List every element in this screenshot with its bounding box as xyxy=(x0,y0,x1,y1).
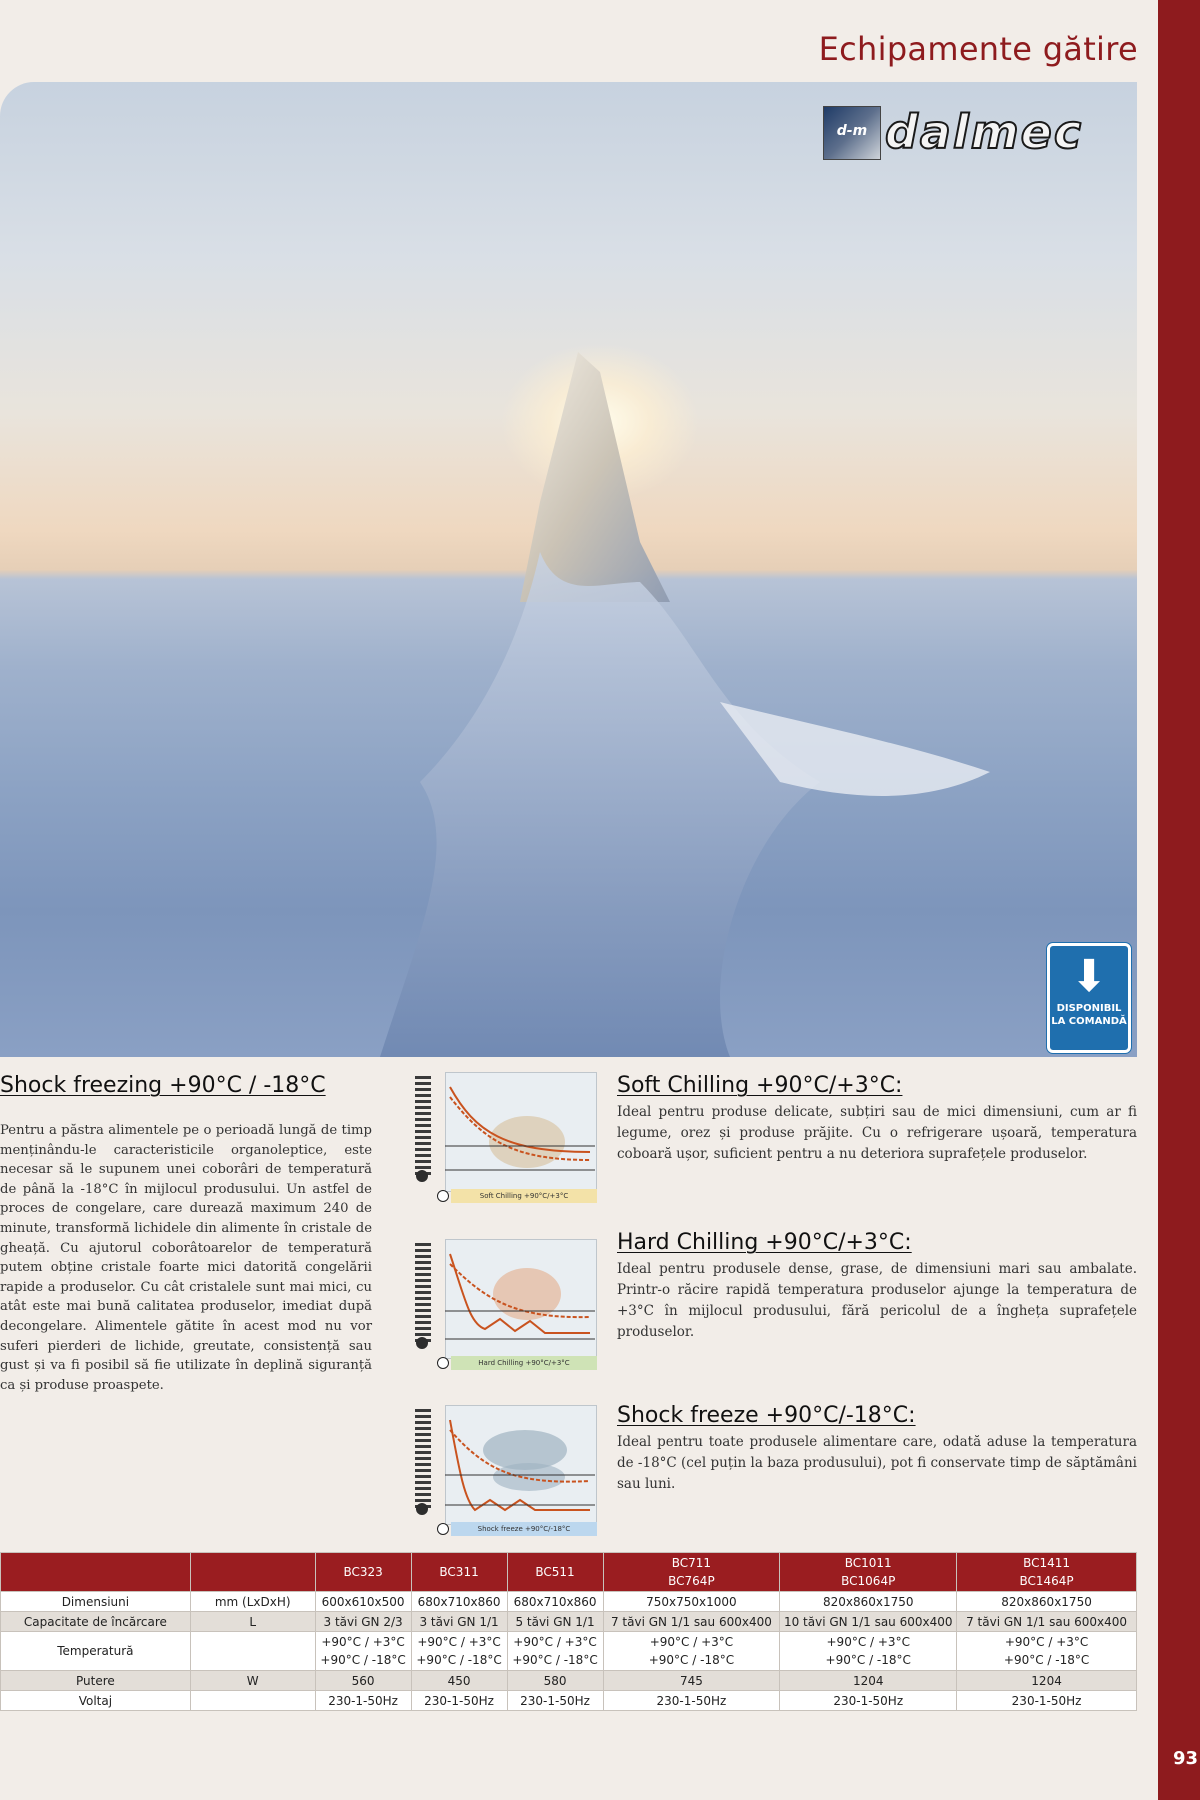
thermometer-icon xyxy=(416,1337,428,1349)
hard-chilling-text: Ideal pentru produsele dense, grase, de dimensiuni mari sau ambalate. Printr-o răcire rapidă temperatura produselor ajunge la temperatura de +3°C în mijlocul produsului, fără pericolul de a îngheța suprafețele produselor. xyxy=(617,1261,1137,1340)
table-cell: 5 tăvi GN 1/1 xyxy=(507,1612,603,1632)
available-on-order-badge xyxy=(1047,943,1131,1053)
temperature-scale xyxy=(415,1076,431,1176)
table-cell: 580 xyxy=(507,1671,603,1691)
model-header: BC1011 BC1064P xyxy=(780,1553,957,1592)
row-unit xyxy=(190,1632,315,1671)
row-unit xyxy=(190,1691,315,1711)
table-cell: 7 tăvi GN 1/1 sau 600x400 xyxy=(957,1612,1137,1632)
soft-chilling-heading: Soft Chilling +90°C/+3°C: xyxy=(617,1073,903,1098)
table-cell: 450 xyxy=(411,1671,507,1691)
table-cell: 230-1-50Hz xyxy=(957,1691,1137,1711)
table-header-row xyxy=(1,1553,1137,1592)
ice-shard-illustration xyxy=(0,82,1137,1057)
intro-paragraph: Pentru a păstra alimentele pe o perioadă lungă de timp menținându-le caracteristicile organoleptice, este necesar să le supunem unei coborâri de temperatură de până la -18°C în mijlocul produsului. Un astfel de proces de congelare, care durează maximum 240 de minute, transformă lichidele din alimente în cristale de gheață. Cu ajutorul coborâtoarelor de temperatură putem obține cristale foarte mici datorită congelării rapide a produselor. Cu cât cristalele sunt mai mici, cu atât este mai bună calitatea produselor, imediat după decongelare. Alimentele gătite în acest mod nu vor suferi pierderi de lichide, greutate, consistență sau gust și va fi posibil să fie utilizate în deplină siguranță ca și produse proaspete. xyxy=(0,1123,372,1393)
table-cell: 10 tăvi GN 1/1 sau 600x400 xyxy=(780,1612,957,1632)
model-header: BC1411 BC1464P xyxy=(957,1553,1137,1592)
table-cell: +90°C / +3°C +90°C / -18°C xyxy=(957,1632,1137,1671)
diagram-caption: Soft Chilling +90°C/+3°C xyxy=(451,1189,597,1203)
table-cell: 1204 xyxy=(780,1671,957,1691)
table-cell: 230-1-50Hz xyxy=(315,1691,411,1711)
thermometer-icon xyxy=(416,1503,428,1515)
diagram-caption: Shock freeze +90°C/-18°C xyxy=(451,1522,597,1536)
clock-icon xyxy=(437,1523,449,1535)
table-row xyxy=(1,1671,1137,1691)
shock-freeze-diagram xyxy=(411,1405,595,1533)
row-label: Voltaj xyxy=(1,1691,191,1711)
table-row xyxy=(1,1632,1137,1671)
dalmec-logo xyxy=(823,106,1118,158)
brand-mark: d-m xyxy=(823,106,881,160)
table-cell: +90°C / +3°C +90°C / -18°C xyxy=(603,1632,780,1671)
temperature-scale xyxy=(415,1243,431,1343)
row-unit: mm (LxDxH) xyxy=(190,1592,315,1612)
table-cell: 230-1-50Hz xyxy=(507,1691,603,1711)
table-cell: 230-1-50Hz xyxy=(603,1691,780,1711)
row-label: Temperatură xyxy=(1,1632,191,1671)
table-cell: 7 tăvi GN 1/1 sau 600x400 xyxy=(603,1612,780,1632)
hard-chilling-diagram xyxy=(411,1239,595,1367)
table-row xyxy=(1,1691,1137,1711)
table-cell: 750x750x1000 xyxy=(603,1592,780,1612)
clock-icon xyxy=(437,1357,449,1369)
header-blank xyxy=(190,1553,315,1592)
table-cell: +90°C / +3°C +90°C / -18°C xyxy=(507,1632,603,1671)
soft-chilling-text: Ideal pentru produse delicate, subțiri sau de mici dimensiuni, cum ar fi legume, orez și produse prăjite. Cu o refrigerare ușoară, temperatura coboară ușor, suficient pentru a nu deteriora suprafețele produselor. xyxy=(617,1104,1137,1162)
badge-label-line2: LA COMANDĂ xyxy=(1051,1016,1127,1027)
header-blank xyxy=(1,1553,191,1592)
table-cell: 230-1-50Hz xyxy=(780,1691,957,1711)
spec-table xyxy=(0,1552,1137,1711)
model-header: BC511 xyxy=(507,1553,603,1592)
table-cell: +90°C / +3°C +90°C / -18°C xyxy=(411,1632,507,1671)
clock-icon xyxy=(437,1190,449,1202)
row-label: Capacitate de încărcare xyxy=(1,1612,191,1632)
thermometer-icon xyxy=(416,1170,428,1182)
table-cell: 1204 xyxy=(957,1671,1137,1691)
shock-freeze-heading: Shock freeze +90°C/-18°C: xyxy=(617,1403,916,1428)
row-label: Dimensiuni xyxy=(1,1592,191,1612)
table-cell: 3 tăvi GN 2/3 xyxy=(315,1612,411,1632)
download-arrow-icon: ⬇ xyxy=(1070,951,1108,1002)
intro-heading: Shock freezing +90°C / -18°C xyxy=(0,1073,326,1098)
model-header: BC311 xyxy=(411,1553,507,1592)
shock-freeze-text: Ideal pentru toate produsele alimentare care, odată aduse la temperatura de -18°C (cel puțin la baza produsului), pot fi conservate timp de săptămâni sau luni. xyxy=(617,1434,1137,1492)
table-row xyxy=(1,1612,1137,1632)
table-cell: 820x860x1750 xyxy=(957,1592,1137,1612)
hard-chilling-heading: Hard Chilling +90°C/+3°C: xyxy=(617,1230,912,1255)
row-unit: W xyxy=(190,1671,315,1691)
table-cell: +90°C / +3°C +90°C / -18°C xyxy=(780,1632,957,1671)
page-title: Echipamente gătire xyxy=(818,30,1138,68)
table-cell: 745 xyxy=(603,1671,780,1691)
diagram-caption: Hard Chilling +90°C/+3°C xyxy=(451,1356,597,1370)
row-label: Putere xyxy=(1,1671,191,1691)
brand-wordmark: dalmec xyxy=(885,105,1084,159)
table-cell: +90°C / +3°C +90°C / -18°C xyxy=(315,1632,411,1671)
model-header: BC711 BC764P xyxy=(603,1553,780,1592)
table-cell: 820x860x1750 xyxy=(780,1592,957,1612)
cooling-curve xyxy=(445,1239,595,1357)
row-unit: L xyxy=(190,1612,315,1632)
badge-label-line1: DISPONIBIL xyxy=(1056,1003,1122,1014)
table-cell: 600x610x500 xyxy=(315,1592,411,1612)
temperature-scale xyxy=(415,1409,431,1509)
table-cell: 230-1-50Hz xyxy=(411,1691,507,1711)
table-cell: 3 tăvi GN 1/1 xyxy=(411,1612,507,1632)
cooling-curve xyxy=(445,1072,595,1190)
cooling-curve xyxy=(445,1405,595,1523)
table-cell: 680x710x860 xyxy=(507,1592,603,1612)
page-number: 93 xyxy=(1172,1748,1198,1769)
side-color-bar xyxy=(1158,0,1200,1800)
table-cell: 560 xyxy=(315,1671,411,1691)
hero-photo xyxy=(0,82,1137,1057)
model-header: BC323 xyxy=(315,1553,411,1592)
table-cell: 680x710x860 xyxy=(411,1592,507,1612)
table-row xyxy=(1,1592,1137,1612)
soft-chilling-diagram xyxy=(411,1072,595,1200)
